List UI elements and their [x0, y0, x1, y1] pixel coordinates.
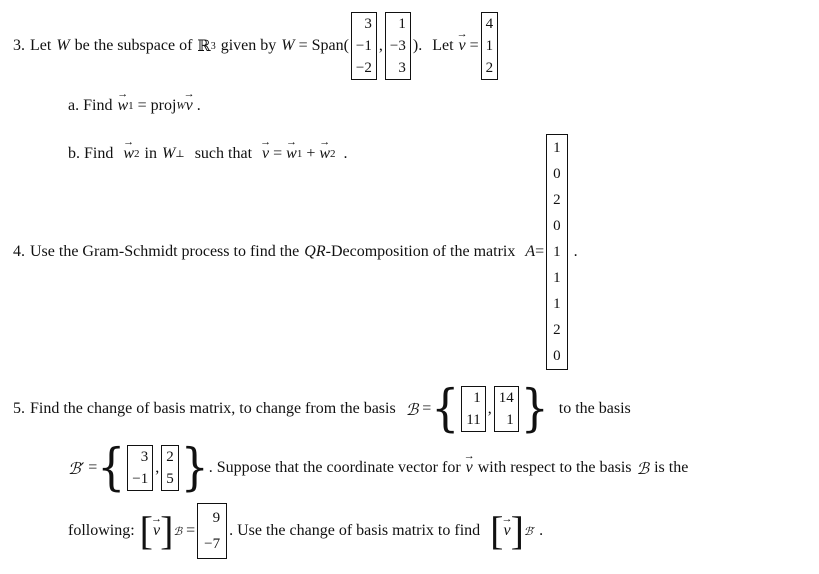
basis-Bprime-vector-2: 2 5 — [161, 445, 179, 491]
right-brace: } — [180, 438, 209, 497]
matrix-row: 1 0 2 — [553, 140, 561, 208]
span-vector-2: 1 −3 3 — [385, 12, 411, 80]
matrix-row: 0 1 1 — [553, 218, 561, 286]
problem3-part-a: a. Find → w 1 = proj W → v . — [68, 94, 201, 118]
problem5-number: 5. — [13, 400, 25, 417]
right-brace: } — [520, 379, 549, 438]
problem3-part-b: b. Find → w 2 in W ⊥ such that → v = → w 1 + → w 2 . — [68, 142, 348, 166]
problem4-number: 4. — [13, 243, 25, 260]
basis-Bprime-vector-1: 3 −1 — [127, 445, 153, 491]
matrix-A — [546, 134, 568, 370]
problem5-basis-Bprime: ℬ′ = { 3 −1 , 2 5 } . Suppose that the coordinate vector for → v with respect to the basis ℬ is the — [68, 440, 688, 496]
problem5-coordinate-line: following: [ → v ] ℬ = 9 −7 . Use the change of basis matrix to find [ → v ] ℬ′ . — [68, 500, 543, 562]
left-brace: { — [431, 379, 460, 438]
v-vector: 4 1 2 — [481, 12, 499, 80]
coordinate-vector: 9 −7 — [197, 503, 227, 559]
left-brace: { — [97, 438, 126, 497]
problem3-statement: 3. Let W be the subspace of ℝ 3 given by W = Span( 3 −1 −2 , 1 −3 3 ). Let → v = 4 1 2 — [13, 5, 500, 87]
matrix-row: 1 2 0 — [553, 296, 561, 364]
span-vector-1: 3 −1 −2 — [351, 12, 377, 80]
basis-B-vector-2: 14 1 — [494, 386, 519, 432]
problem3-number: 3. — [13, 37, 25, 54]
problem4-statement: 4. Use the Gram-Schmidt process to find the QR -Decomposition of the matrix A = 1 0 2 0 1 1 1 2 0 . — [13, 212, 578, 292]
problem5-statement: 5. Find the change of basis matrix, to change from the basis ℬ = { 1 11 , 14 1 } to the basis — [13, 379, 631, 438]
basis-B-vector-1: 1 11 — [461, 386, 485, 432]
